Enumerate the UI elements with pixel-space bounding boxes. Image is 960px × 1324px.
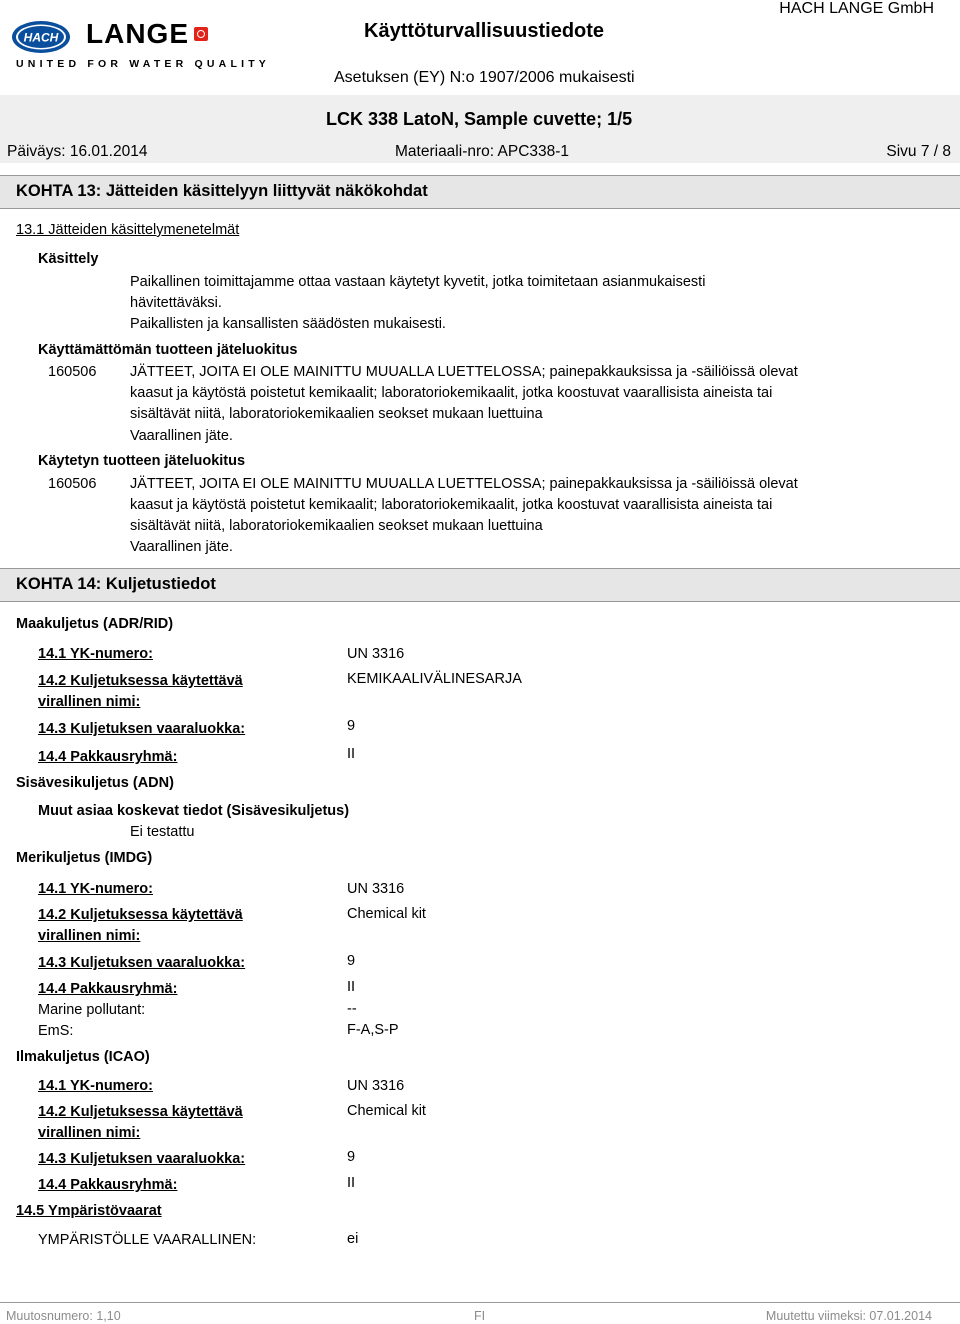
adr-name-value: KEMIKAALIVÄLINESARJA [347, 671, 522, 687]
unused-waste-line: kaasut ja käytöstä poistetut kemikaalit; laboratoriokemikaalit, jotka koostuvat vaarallisista aineista tai [130, 385, 773, 401]
imdg-group-value: II [347, 979, 356, 995]
hach-logo [11, 20, 71, 54]
adr-un-value: UN 3316 [347, 646, 405, 662]
icao-name-label: virallinen nimi: [38, 1125, 141, 1141]
icao-name-label: 14.2 Kuljetuksessa käytettävä [38, 1104, 243, 1120]
tagline: UNITED FOR WATER QUALITY [16, 58, 271, 70]
imdg-name-label: virallinen nimi: [38, 928, 141, 944]
page-number: Sivu 7 / 8 [886, 143, 951, 160]
section-13-title: KOHTA 13: Jätteiden käsittelyyn liittyvät näkökohdat [16, 182, 428, 200]
icao-un-value: UN 3316 [347, 1078, 405, 1094]
adr-label: Maakuljetus (ADR/RID) [16, 616, 174, 632]
icao-name-value: Chemical kit [347, 1103, 426, 1119]
handling-line: hävitettäväksi. [130, 295, 222, 311]
imdg-ems-label: EmS: [38, 1023, 74, 1039]
imdg-label: Merikuljetus (IMDG) [16, 850, 153, 866]
section-14-heading [0, 568, 960, 602]
product-name: LCK 338 LatoN, Sample cuvette; 1/5 [326, 109, 633, 129]
imdg-class-value: 9 [347, 953, 356, 969]
adn-other-value: Ei testattu [130, 824, 195, 840]
adr-un-label: 14.1 YK-numero: [38, 646, 153, 662]
icao-class-label: 14.3 Kuljetuksen vaaraluokka: [38, 1151, 246, 1167]
icao-label: Ilmakuljetus (ICAO) [16, 1049, 150, 1065]
imdg-marine-label: Marine pollutant: [38, 1002, 146, 1018]
used-waste-line: Vaarallinen jäte. [130, 539, 233, 555]
imdg-group-label: 14.4 Pakkausryhmä: [38, 981, 178, 997]
section-13-heading [0, 175, 960, 209]
icao-un-label: 14.1 YK-numero: [38, 1078, 153, 1094]
lange-logo-mark [194, 27, 208, 41]
handling-label: Käsittely [38, 251, 99, 267]
used-waste-line: JÄTTEET, JOITA EI OLE MAINITTU MUUALLA LUETTELOSSA; painepakkauksissa ja -säiliöissä olevat [130, 476, 798, 492]
environment-hazard-value: ei [347, 1231, 359, 1247]
environment-heading: 14.5 Ympäristövaarat [16, 1203, 162, 1219]
adr-class-value: 9 [347, 718, 356, 734]
adr-group-value: II [347, 746, 356, 762]
unused-waste-line: Vaarallinen jäte. [130, 428, 233, 444]
used-waste-line: kaasut ja käytöstä poistetut kemikaalit; laboratoriokemikaalit, jotka koostuvat vaarallisista aineista tai [130, 497, 773, 513]
adr-group-label: 14.4 Pakkausryhmä: [38, 749, 178, 765]
used-waste-label: Käytetyn tuotteen jäteluokitus [38, 453, 246, 469]
document-title: Käyttöturvallisuustiedote [364, 20, 605, 42]
language-code: FI [474, 1309, 486, 1323]
last-modified: Muutettu viimeksi: 07.01.2014 [765, 1309, 932, 1323]
icao-class-value: 9 [347, 1149, 356, 1165]
used-waste-code: 160506 [48, 476, 97, 492]
imdg-ems-value: F-A,S-P [347, 1022, 399, 1038]
hach-logo-text: HACH [23, 30, 59, 45]
unused-waste-line: JÄTTEET, JOITA EI OLE MAINITTU MUUALLA LUETTELOSSA; painepakkauksissa ja -säiliöissä olevat [130, 364, 798, 380]
adn-other-label: Muut asiaa koskevat tiedot (Sisävesikuljetus) [38, 803, 350, 819]
lange-logo: LANGE [86, 18, 189, 49]
imdg-marine-value: -- [347, 1001, 357, 1017]
unused-waste-code: 160506 [48, 364, 97, 380]
regulation: Asetuksen (EY) N:o 1907/2006 mukaisesti [334, 69, 635, 86]
handling-line: Paikallisten ja kansallisten säädösten mukaisesti. [130, 316, 446, 332]
company-name: HACH LANGE GmbH [779, 0, 934, 17]
used-waste-line: sisältävät niitä, laboratoriokemikaalien seokset mukaan luettuina [130, 518, 543, 534]
handling-line: Paikallinen toimittajamme ottaa vastaan käytetyt kyvetit, jotka toimitetaan asianmukaisesti [130, 274, 706, 290]
material-number: Materiaali-nro: APC338-1 [395, 143, 570, 160]
adn-label: Sisävesikuljetus (ADN) [16, 775, 174, 791]
adr-class-label: 14.3 Kuljetuksen vaaraluokka: [38, 721, 246, 737]
section-13-1-heading: 13.1 Jätteiden käsittelymenetelmät [16, 222, 240, 238]
imdg-name-label: 14.2 Kuljetuksessa käytettävä [38, 907, 243, 923]
icao-group-value: II [347, 1175, 356, 1191]
adr-name-label: 14.2 Kuljetuksessa käytettävä [38, 673, 243, 689]
imdg-un-label: 14.1 YK-numero: [38, 881, 153, 897]
imdg-un-value: UN 3316 [347, 881, 405, 897]
footer-divider [0, 1302, 960, 1303]
imdg-class-label: 14.3 Kuljetuksen vaaraluokka: [38, 955, 246, 971]
icao-group-label: 14.4 Pakkausryhmä: [38, 1177, 178, 1193]
issue-date: Päiväys: 16.01.2014 [7, 143, 148, 160]
revision-number: Muutosnumero: 1,10 [6, 1309, 121, 1323]
unused-waste-line: sisältävät niitä, laboratoriokemikaalien seokset mukaan luettuina [130, 406, 543, 422]
unused-waste-label: Käyttämättömän tuotteen jäteluokitus [38, 342, 298, 358]
environment-hazard-label: YMPÄRISTÖLLE VAARALLINEN: [38, 1232, 257, 1248]
adr-name-label: virallinen nimi: [38, 694, 141, 710]
imdg-name-value: Chemical kit [347, 906, 426, 922]
section-14-title: KOHTA 14: Kuljetustiedot [16, 575, 216, 593]
